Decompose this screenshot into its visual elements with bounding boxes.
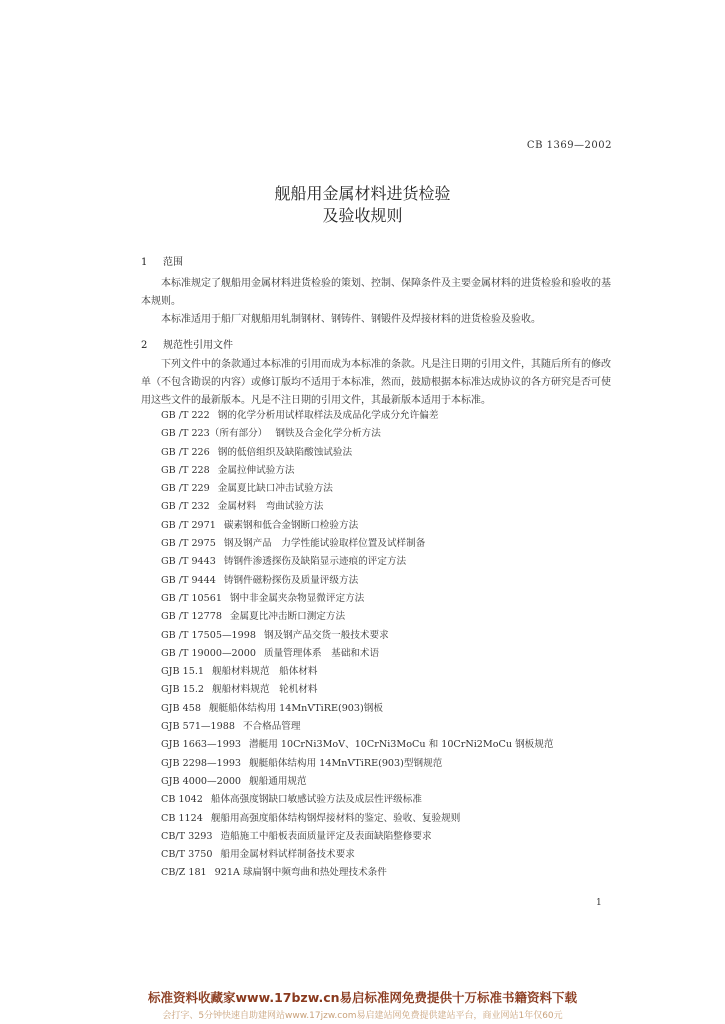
- document-title-line1: 舰船用金属材料进货检验: [274, 184, 451, 203]
- reference-item: GB /T 222 钢的化学分析用试样取样法及成品化学成分允许偏差: [161, 410, 439, 421]
- section-1-paragraph-1: 本标准规定了舰船用金属材料进货检验的策划、控制、保障条件及主要金属材料的进货检验和验收的基本规则。: [141, 278, 611, 307]
- reference-item: GJB 1663—1993 潜艇用 10CrNi3MoV、10CrNi3MoCu 和 10CrNi2MoCu 钢板规范: [161, 739, 554, 751]
- section-1-paragraph-2: 本标准适用于船厂对舰船用轧制钢材、钢铸件、钢锻件及焊接材料的进货检验及验收。: [161, 314, 541, 325]
- reference-item: CB/Z 181 921A 球扁钢中频弯曲和热处理技术条件: [161, 867, 387, 879]
- reference-item: GJB 15.1 舰船材料规范 船体材料: [161, 666, 318, 678]
- reference-item: GJB 4000—2000 舰船通用规范: [161, 775, 307, 787]
- watermark-footer-line2: 会打字、5分钟快速自助建网站www.17jzw.com易启建站网免费提供建站平台，商业网站1年仅60元: [162, 1011, 563, 1021]
- reference-item: GB /T 232 金属材料 弯曲试验方法: [161, 501, 324, 513]
- section-1-heading: [141, 253, 183, 268]
- document-title-line2: 及验收规则: [322, 206, 403, 225]
- reference-item: GB /T 17505—1998 钢及钢产品交货一般技术要求: [161, 629, 389, 641]
- section-title: 规范性引用文件: [163, 340, 233, 351]
- reference-item: GB /T 226 钢的低倍组织及缺陷酸蚀试验法: [161, 446, 353, 458]
- reference-item: GJB 571—1988 不合格品管理: [161, 721, 301, 733]
- reference-item: GB /T 229 金属夏比缺口冲击试验方法: [161, 483, 333, 495]
- reference-item: GB /T 9444 铸钢件磁粉探伤及质量评级方法: [161, 574, 359, 586]
- reference-item: GJB 2298—1993 舰艇船体结构用 14MnVTiRE(903)型钢规范: [161, 757, 443, 769]
- reference-item: GJB 458 舰艇船体结构用 14MnVTiRE(903)钢板: [161, 702, 383, 714]
- reference-item: GJB 15.2 舰船材料规范 轮机材料: [161, 684, 318, 696]
- reference-item: GB /T 9443 铸钢件渗透探伤及缺陷显示迹痕的评定方法: [161, 556, 407, 568]
- page-number: 1: [596, 898, 602, 908]
- reference-item: GB /T 228 金属拉伸试验方法: [161, 464, 295, 476]
- section-2-intro: 下列文件中的条款通过本标准的引用而成为本标准的条款。凡是注日期的引用文件，其随后所有的修改单（不包含勘误的内容）或修订版均不适用于本标准，然而，鼓励根据本标准达成协议的各方研究是否可使用这些文件的最新版本。凡是不注日期的引用文件，其最新版本适用于本标准。: [141, 359, 611, 406]
- section-2-heading: [141, 336, 233, 351]
- reference-item: GB /T 2971 碳素钢和低合金钢断口检验方法: [161, 519, 359, 531]
- section-number: 2: [141, 340, 148, 351]
- reference-item: GB /T 12778 金属夏比冲击断口测定方法: [161, 611, 346, 623]
- reference-item: GB /T 2975 钢及钢产品 力学性能试验取样位置及试样制备: [161, 538, 426, 550]
- watermark-footer-line1: 标准资料收藏家www.17bzw.cn易启标准网免费提供十万标准书籍资料下载: [147, 990, 578, 1005]
- reference-item: GB /T 19000—2000 质量管理体系 基础和术语: [161, 647, 380, 659]
- normative-reference-list: [161, 407, 553, 883]
- standard-code: CB 1369—2002: [526, 140, 612, 151]
- section-title: 范围: [163, 257, 183, 268]
- reference-item: CB 1042 船体高强度钢缺口敏感试验方法及成层性评级标准: [161, 794, 422, 806]
- reference-item: CB 1124 舰船用高强度船体结构钢焊接材料的鉴定、验收、复验规则: [161, 812, 461, 824]
- reference-item: GB /T 223（所有部分） 钢铁及合金化学分析方法: [161, 428, 381, 440]
- reference-item: CB/T 3750 船用金属材料试样制备技术要求: [161, 849, 355, 861]
- reference-item: CB/T 3293 造船施工中船板表面质量评定及表面缺陷整修要求: [161, 830, 432, 842]
- reference-item: GB /T 10561 钢中非金属夹杂物显微评定方法: [161, 592, 365, 604]
- section-number: 1: [141, 257, 148, 268]
